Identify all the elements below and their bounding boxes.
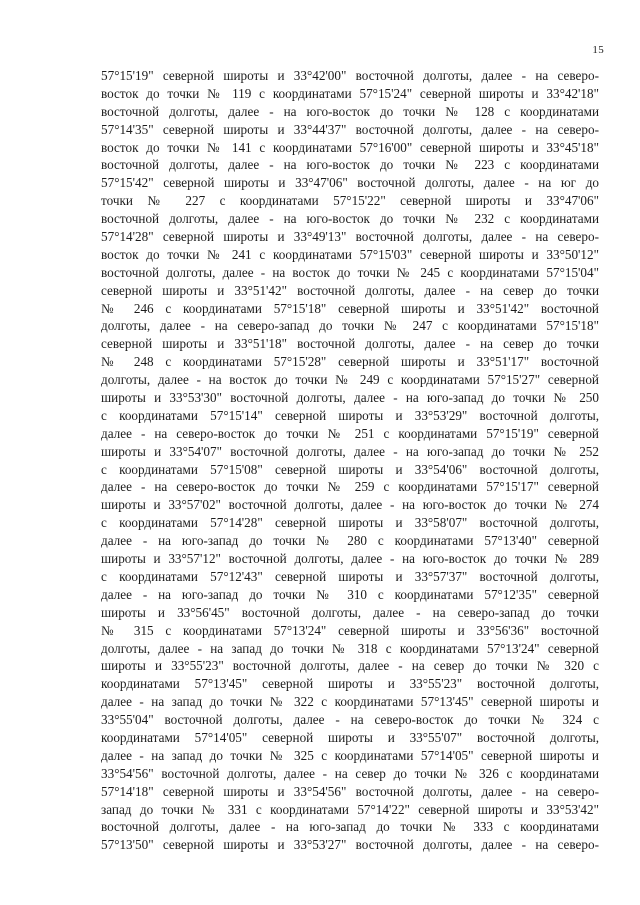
text-line: широты и 33°57'12" восточной долготы, далее - на юго-восток до точки № 289 (101, 551, 599, 567)
text-line: далее - на северо-восток до точки № 259 с координатами 57°15'17" северной (101, 479, 599, 495)
text-line: 57°15'42" северной широты и 33°47'06" восточной долготы, далее - на юг до (101, 175, 599, 191)
text-line: восток до точки № 141 с координатами 57°16'00" северной широты и 33°45'18" (101, 139, 599, 155)
text-line: 57°13'50" северной широты и 33°53'27" восточной долготы, далее - на северо- (101, 837, 599, 853)
text-line: северной широты и 33°51'18" восточной долготы, далее - на север до точки (101, 336, 599, 352)
text-line: далее - на запад до точки № 322 с координатами 57°13'45" северной широты и (101, 694, 599, 710)
text-line: № 315 с координатами 57°13'24" северной широты и 33°56'36" восточной (101, 622, 599, 638)
text-line: точки № 227 с координатами 57°15'22" северной широты и 33°47'06" (101, 193, 599, 209)
text-line: восточной долготы, далее - на юго-запад до точки № 333 с координатами (101, 819, 599, 835)
text-line: далее - на юго-запад до точки № 310 с координатами 57°12'35" северной (101, 586, 599, 602)
text-line: восточной долготы, далее - на юго-восток до точки № 232 с координатами (101, 211, 599, 227)
text-line: 57°14'18" северной широты и 33°54'56" восточной долготы, далее - на северо- (101, 783, 599, 799)
text-line: восток до точки № 241 с координатами 57°15'03" северной широты и 33°50'12" (101, 246, 599, 262)
text-line: с координатами 57°15'08" северной широты и 33°54'06" восточной долготы, (101, 461, 599, 477)
text-line: восток до точки № 119 с координатами 57°15'24" северной широты и 33°42'18" (101, 85, 599, 101)
text-line: восточной долготы, далее - на восток до точки № 245 с координатами 57°15'04" (101, 264, 599, 280)
text-line: запад до точки № 331 с координатами 57°14'22" северной широты и 33°53'42" (101, 801, 599, 817)
text-line: долготы, далее - на северо-запад до точки № 247 с координатами 57°15'18" (101, 318, 599, 334)
text-line: с координатами 57°14'28" северной широты и 33°58'07" восточной долготы, (101, 515, 599, 531)
page-number: 15 (592, 44, 604, 56)
text-line: с координатами 57°15'14" северной широты и 33°53'29" восточной долготы, (101, 407, 599, 423)
text-line: широты и 33°55'23" восточной долготы, далее - на север до точки № 320 с (101, 658, 599, 674)
text-line: 57°14'28" северной широты и 33°49'13" восточной долготы, далее - на северо- (101, 229, 599, 245)
text-line: далее - на юго-запад до точки № 280 с координатами 57°13'40" северной (101, 533, 599, 549)
text-line: 57°15'19" северной широты и 33°42'00" восточной долготы, далее - на северо- (101, 68, 599, 83)
text-line: широты и 33°56'45" восточной долготы, далее - на северо-запад до точки (101, 604, 599, 620)
text-line: № 246 с координатами 57°15'18" северной широты и 33°51'42" восточной (101, 300, 599, 316)
document-body-text (101, 67, 599, 854)
text-line: северной широты и 33°51'42" восточной долготы, далее - на север до точки (101, 282, 599, 298)
text-line: № 248 с координатами 57°15'28" северной широты и 33°51'17" восточной (101, 354, 599, 370)
text-line: координатами 57°13'45" северной широты и 33°55'23" восточной долготы, (101, 676, 599, 692)
text-line: 33°54'56" восточной долготы, далее - на север до точки № 326 с координатами (101, 765, 599, 781)
text-line: восточной долготы, далее - на юго-восток до точки № 223 с координатами (101, 157, 599, 173)
text-line: широты и 33°57'02" восточной долготы, далее - на юго-восток до точки № 274 (101, 497, 599, 513)
text-line: 57°14'35" северной широты и 33°44'37" восточной долготы, далее - на северо- (101, 121, 599, 137)
text-line: восточной долготы, далее - на юго-восток до точки № 128 с координатами (101, 103, 599, 119)
text-line: координатами 57°14'05" северной широты и 33°55'07" восточной долготы, (101, 729, 599, 745)
text-line: долготы, далее - на запад до точки № 318 с координатами 57°13'24" северной (101, 640, 599, 656)
text-line: с координатами 57°12'43" северной широты и 33°57'37" восточной долготы, (101, 568, 599, 584)
text-line: широты и 33°53'30" восточной долготы, далее - на юго-запад до точки № 250 (101, 390, 599, 406)
text-line: 33°55'04" восточной долготы, далее - на северо-восток до точки № 324 с (101, 712, 599, 728)
text-line: далее - на запад до точки № 325 с координатами 57°14'05" северной широты и (101, 747, 599, 763)
text-line: далее - на северо-восток до точки № 251 с координатами 57°15'19" северной (101, 425, 599, 441)
text-line: долготы, далее - на восток до точки № 249 с координатами 57°15'27" северной (101, 372, 599, 388)
text-line: широты и 33°54'07" восточной долготы, далее - на юго-запад до точки № 252 (101, 443, 599, 459)
